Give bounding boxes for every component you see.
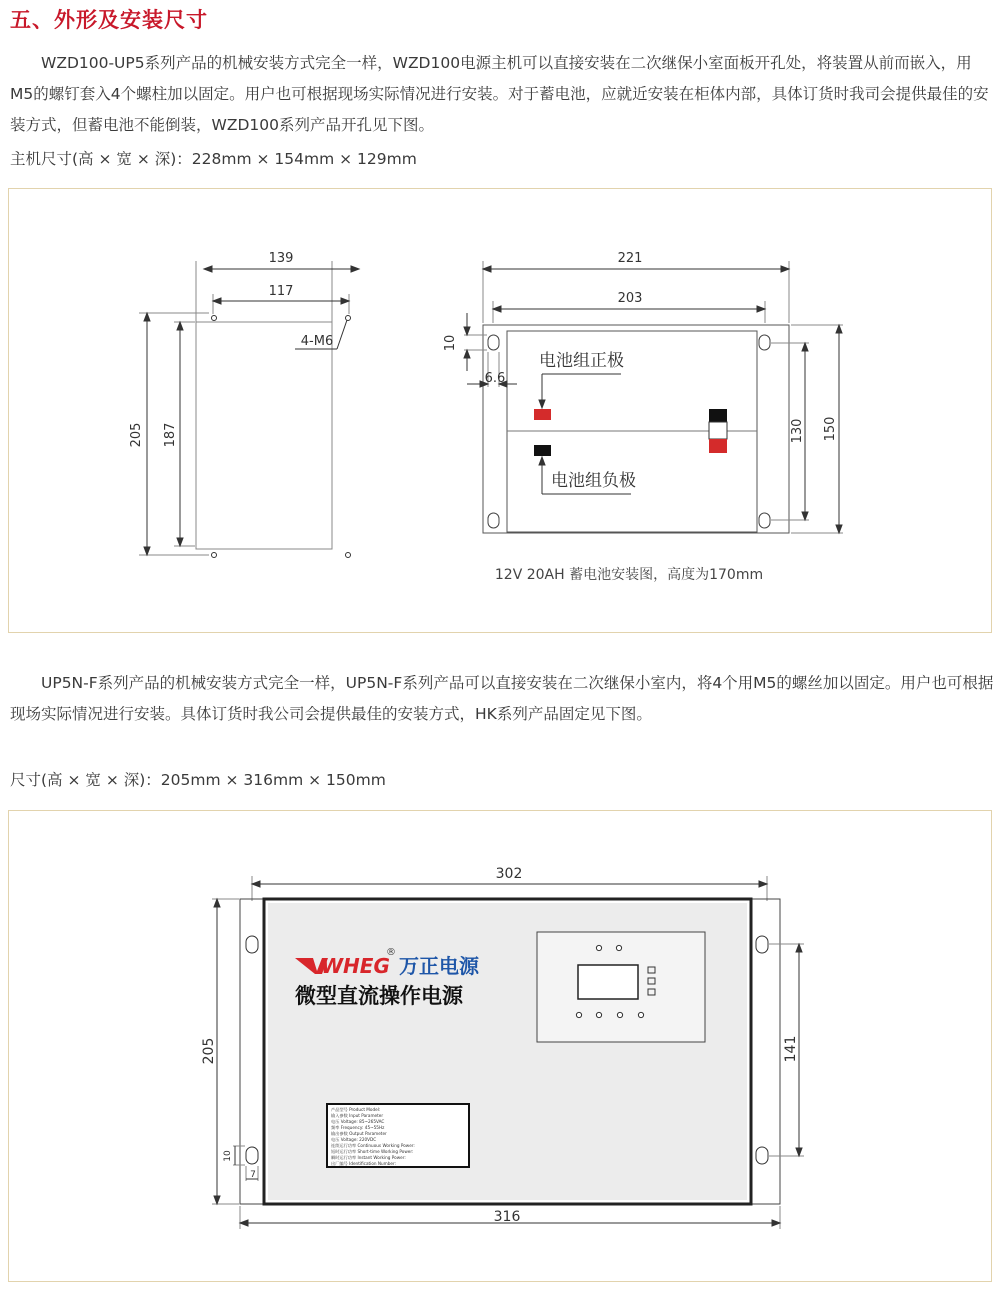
arrow [240,1220,248,1226]
panel-button [576,1012,581,1017]
battery-caption: 12V 20AH 蓄电池安装图，高度为170mm [494,567,764,583]
mount-slot [759,335,770,350]
registered-mark: ® [386,947,396,958]
arrow [781,266,789,272]
up5n-drawing-frame [8,810,992,1282]
nameplate-line: 出厂编号 Identification Number: [331,1161,397,1166]
brand-latin: WHEG [321,954,390,978]
arrow [204,266,212,272]
arrow [539,400,545,408]
positive-terminal [534,409,551,420]
arrow [341,298,349,304]
nameplate-line: 频率 Frequency: 45~55Hz [331,1125,385,1130]
brand-cn: 万正电源 [399,954,479,978]
screw-hole [346,316,351,321]
up5n-description: UP5N-F系列产品的机械安装方式完全一样，UP5N-F系列产品可以直接安装在二次继保小室内，将4个用M5的螺丝加以固定。用户也可根据现场实际情况进行安装。具体订货时我公司会提供最佳的安装方式，HK系列产品固定见下图。 [10,674,994,723]
arrow [539,457,545,465]
panel-button [617,1012,622,1017]
arrow [177,322,183,330]
nameplate-line: 输出参数 Output Parameter [331,1131,387,1136]
dim-top: 302 [495,866,523,882]
terminal-block [709,439,727,453]
screw-hole [212,316,217,321]
nameplate-line: 连续运行功率 Continuous Working Power: [331,1143,415,1148]
nameplate-line: 短时运行功率 Short-time Working Power: [331,1149,414,1154]
mount-slot [488,335,499,350]
arrow [796,944,802,952]
screw-hole [346,553,351,558]
dim-right: 141 [783,1035,799,1063]
nameplate-line: 产品型号 Product Model: [331,1107,381,1112]
arrow [483,266,491,272]
dim-outer-width: 139 [268,251,294,266]
battery-drawing [443,251,843,583]
battery-hole-dim: 10 [443,334,458,352]
arrow [836,325,842,333]
wzd-size-line: 主机尺寸(高 × 宽 × 深)：228mm × 154mm × 129mm [10,150,417,168]
wzd-drawing [9,189,993,634]
arrow [757,306,765,312]
panel-button [638,1012,643,1017]
panel-cutout-drawing [129,251,359,558]
arrow [772,1220,780,1226]
nameplate-line: 输入参数 Input Parameter [331,1113,384,1118]
panel-cutout-outline [196,322,332,549]
positive-label: 电池组正极 [539,351,624,371]
mount-slot [756,1147,768,1164]
arrow [144,313,150,321]
panel-button [596,1012,601,1017]
nameplate-line: 瞬时运行功率 Instant Working Power: [331,1155,406,1160]
arrow [464,327,470,335]
arrow [213,298,221,304]
arrow [214,1196,220,1204]
arrow [464,350,470,358]
screw-label: 4-M6 [300,334,334,349]
indicator-led [616,945,621,950]
arrow [802,343,808,351]
leader-line [337,320,347,349]
mount-slot [756,936,768,953]
arrow [214,899,220,907]
battery-inner-height: 130 [790,418,805,444]
dim-inner-height: 187 [163,422,178,448]
wzd-drawing-frame [8,188,992,633]
mount-slot [759,513,770,528]
arrow [351,266,359,272]
arrow [252,881,260,887]
battery-offset-dim: 6.6 [484,371,506,386]
dim-outer-height: 205 [129,422,144,448]
nameplate-line: 电压 Voltage: 85~265VAC [331,1119,385,1124]
arrow [802,512,808,520]
up5n-drawing [9,811,993,1283]
negative-label: 电池组负极 [551,471,636,491]
mount-slot [246,936,258,953]
screw-hole [212,553,217,558]
battery-inner-width: 203 [617,291,643,306]
arrow [759,881,767,887]
product-name: 微型直流操作电源 [295,984,463,1008]
battery-outer-height: 150 [823,416,838,442]
dim-inner-width: 117 [268,284,294,299]
lcd-display [578,965,638,999]
dim-bottom: 316 [493,1209,521,1225]
arrow [144,547,150,555]
arrow [836,525,842,533]
arrow [493,306,501,312]
mount-slot [246,1147,258,1164]
terminal-block [709,409,727,422]
battery-mount-plate [483,325,789,533]
negative-terminal [534,445,551,456]
terminal-block [709,422,727,439]
dim-hole-w: 7 [250,1170,256,1180]
section-title: 五、外形及安装尺寸 [10,8,208,32]
mount-slot [488,513,499,528]
battery-outer-width: 221 [617,251,643,266]
dim-left: 205 [201,1037,217,1065]
indicator-led [596,945,601,950]
nameplate-line: 电压 Voltage: 220VDC [331,1137,377,1142]
arrow [177,538,183,546]
wzd-description: WZD100-UP5系列产品的机械安装方式完全一样，WZD100电源主机可以直接安装在二次继保小室面板开孔处，将装置从前而嵌入，用M5的螺钉套入4个螺柱加以固定。用户也可根据现场实际情况进行安装。对于蓄电池，应就近安装在柜体内部，具体订货时我司会提供最佳的安装方式，但蓄电池不能倒装，WZD100系列产品开孔见下图。 [10,54,989,134]
up5n-size-line: 尺寸(高 × 宽 × 深)：205mm × 316mm × 150mm [10,771,386,789]
arrow [796,1148,802,1156]
dim-hole-h: 10 [223,1150,233,1162]
